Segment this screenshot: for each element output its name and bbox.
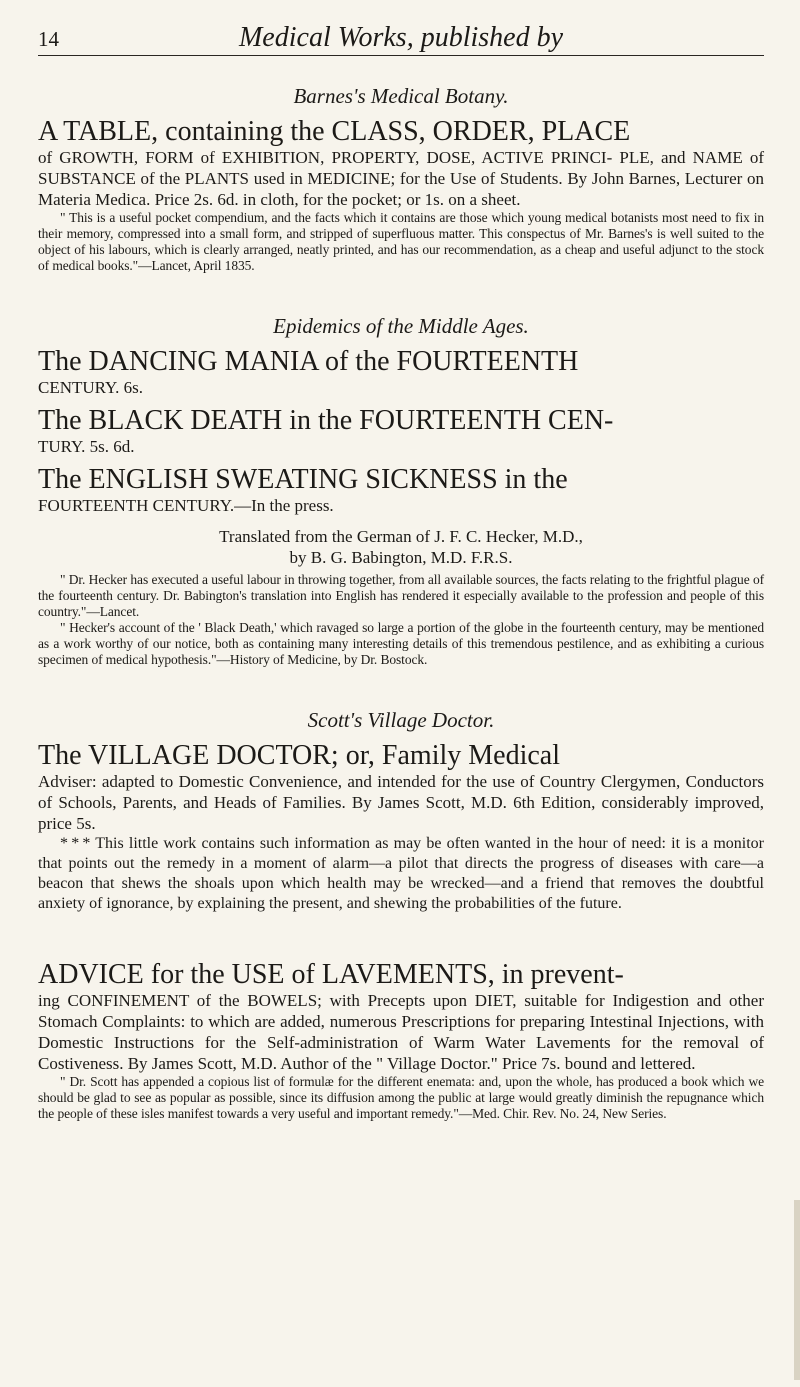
translator: by B. G. Babington, M.D. F.R.S.: [289, 548, 513, 567]
headline-dancing-mania: The DANCING MANIA of the FOURTEENTH: [38, 346, 579, 377]
page-edge-shadow: [794, 1200, 800, 1380]
section-title-village-doctor: Scott's Village Doctor.: [307, 708, 495, 732]
section-title-epidemics: Epidemics of the Middle Ages.: [273, 314, 529, 338]
price-dancing-mania: CENTURY. 6s.: [38, 378, 144, 397]
body-village-doctor: Adviser: adapted to Domestic Convenience, and intended for the use of Country Clergymen, Conductors of Schools, Parents, and Heads of Families. By James Scott, M.D. 6th Edition, considerably improved, price 5s.: [38, 772, 764, 833]
translated-from: Translated from the German of J. F. C. Hecker, M.D.,: [219, 527, 583, 546]
headline-black-death: The BLACK DEATH in the FOURTEENTH CEN-: [38, 405, 614, 436]
headline-sweating-sickness: The ENGLISH SWEATING SICKNESS in the: [38, 464, 568, 495]
body-medical-botany: of GROWTH, FORM of EXHIBITION, PROPERTY, DOSE, ACTIVE PRINCI- PLE, and NAME of SUBSTANCE of the PLANTS used in MEDICINE; for the Use of Students. By John Barnes, Lecturer on Materia Medica. Price 2s. 6d. in cloth, for the pocket; or 1s. on a sheet.: [38, 148, 764, 209]
status-sweating-sickness: FOURTEENTH CENTURY.—In the press.: [38, 496, 334, 515]
running-title: Medical Works, published by: [238, 22, 564, 53]
running-head: [38, 22, 764, 56]
headline-lavements: ADVICE for the USE of LAVEMENTS, in prevent-: [38, 959, 624, 990]
page-number: 14: [38, 27, 59, 51]
section-title-medical-botany: Barnes's Medical Botany.: [293, 84, 509, 108]
quote-lancet-botany: " This is a useful pocket compendium, and the facts which it contains are those which young medical botanists most need to fix in their memory, compressed into a small form, and stripped of superfluous matter. This conspectus of Mr. Barnes's is well suited to the object of his labours, which is clearly arranged, neatly printed, and has our recommendation, as a cheap and useful adjunct to the stock of medical books."—Lancet, April 1835.: [38, 210, 764, 273]
price-black-death: TURY. 5s. 6d.: [38, 437, 135, 456]
headline-table: A TABLE, containing the CLASS, ORDER, PLACE: [38, 116, 631, 147]
note-village-doctor: * * * This little work contains such information as may be often wanted in the hour of need: it is a monitor that points out the remedy in a moment of alarm—a pilot that directs the progress of diseases with care—a beacon that shews the shoals upon which health may be wrecked—and a friend that removes the doubtful anxiety of ignorance, by explaining the present, and shewing the probabilities of the future.: [38, 835, 764, 912]
body-lavements: ing CONFINEMENT of the BOWELS; with Precepts upon DIET, suitable for Indigestion and other Stomach Complaints: to which are added, numerous Prescriptions for preparing Intestinal Injections, with Domestic Instructions for the Self-administration of Warm Water Lavements for the removal of Costiveness. By James Scott, M.D. Author of the " Village Doctor." Price 7s. bound and lettered.: [38, 991, 764, 1073]
quote-bostock: " Hecker's account of the ' Black Death,' which ravaged so large a portion of the globe in the fourteenth century, may be mentioned as a work worthy of our notice, both as containing many interesting details of this tremendous pestilence, and as exhibiting a curious specimen of medical hypothesis."—History of Medicine, by Dr. Bostock.: [38, 620, 764, 667]
quote-lancet-hecker: " Dr. Hecker has executed a useful labour in throwing together, from all available sources, the facts relating to the frightful plague of the fourteenth century. Dr. Babington's translation into English has rendered it especially available to the profession and people of this country."—Lancet.: [38, 572, 764, 619]
headline-village-doctor: The VILLAGE DOCTOR; or, Family Medical: [38, 740, 560, 771]
quote-med-chir-rev: " Dr. Scott has appended a copious list of formulæ for the different enemata: and, upon the whole, has produced a book which we should be glad to see as popular as possible, since its diffusion among the public at large would greatly diminish the repugnance which the people of these isles manifest towards a very useful and important remedy."—Med. Chir. Rev. No. 24, New Series.: [38, 1074, 764, 1121]
